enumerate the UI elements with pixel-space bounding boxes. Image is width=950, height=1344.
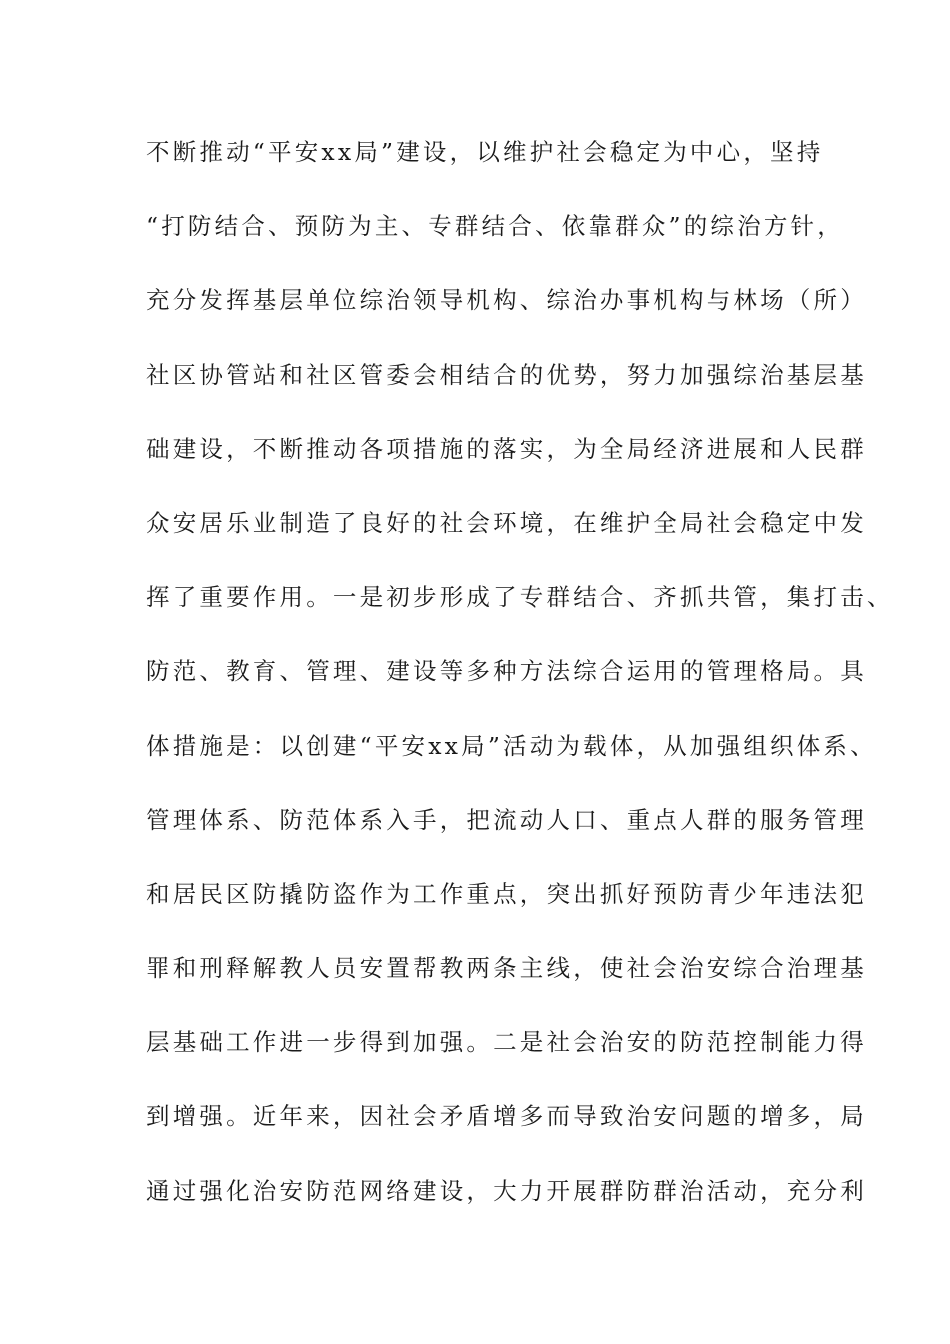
- text-line: 层基础工作进一步得到加强。二是社会治安的防范控制能力得: [146, 1028, 867, 1057]
- text-line: 不断推动“平安xx局”建设，以维护社会稳定为中心，坚持: [146, 138, 824, 166]
- text-line: 罪和刑释解教人员安置帮教两条主线，使社会治安综合治理基: [146, 954, 867, 983]
- text-line: 和居民区防撬防盗作为工作重点，突出抓好预防青少年违法犯: [146, 879, 867, 908]
- text-line: 众安居乐业制造了良好的社会环境，在维护全局社会稳定中发: [146, 508, 867, 537]
- text-line: 挥了重要作用。一是初步形成了专群结合、齐抓共管，集打击、: [146, 583, 894, 612]
- text-line: 础建设，不断推动各项措施的落实，为全局经济进展和人民群: [146, 434, 867, 463]
- text-line: 体措施是：以创建“平安xx局”活动为载体，从加强组织体系、: [146, 731, 877, 760]
- text-line: 管理体系、防范体系入手，把流动人口、重点人群的服务管理: [146, 805, 867, 834]
- body-text: [146, 132, 894, 1245]
- text-line: “打防结合、预防为主、专群结合、依靠群众”的综治方针，: [146, 212, 844, 241]
- text-line: 通过强化治安防范网络建设，大力开展群防群治活动，充分利: [146, 1176, 867, 1205]
- text-line: 充分发挥基层单位综治领导机构、综治办事机构与林场（所）: [146, 286, 867, 315]
- text-line: 到增强。近年来，因社会矛盾增多而导致治安问题的增多，局: [146, 1102, 867, 1131]
- text-line: 防范、教育、管理、建设等多种方法综合运用的管理格局。具: [146, 657, 867, 686]
- text-line: 社区协管站和社区管委会相结合的优势，努力加强综治基层基: [146, 360, 867, 389]
